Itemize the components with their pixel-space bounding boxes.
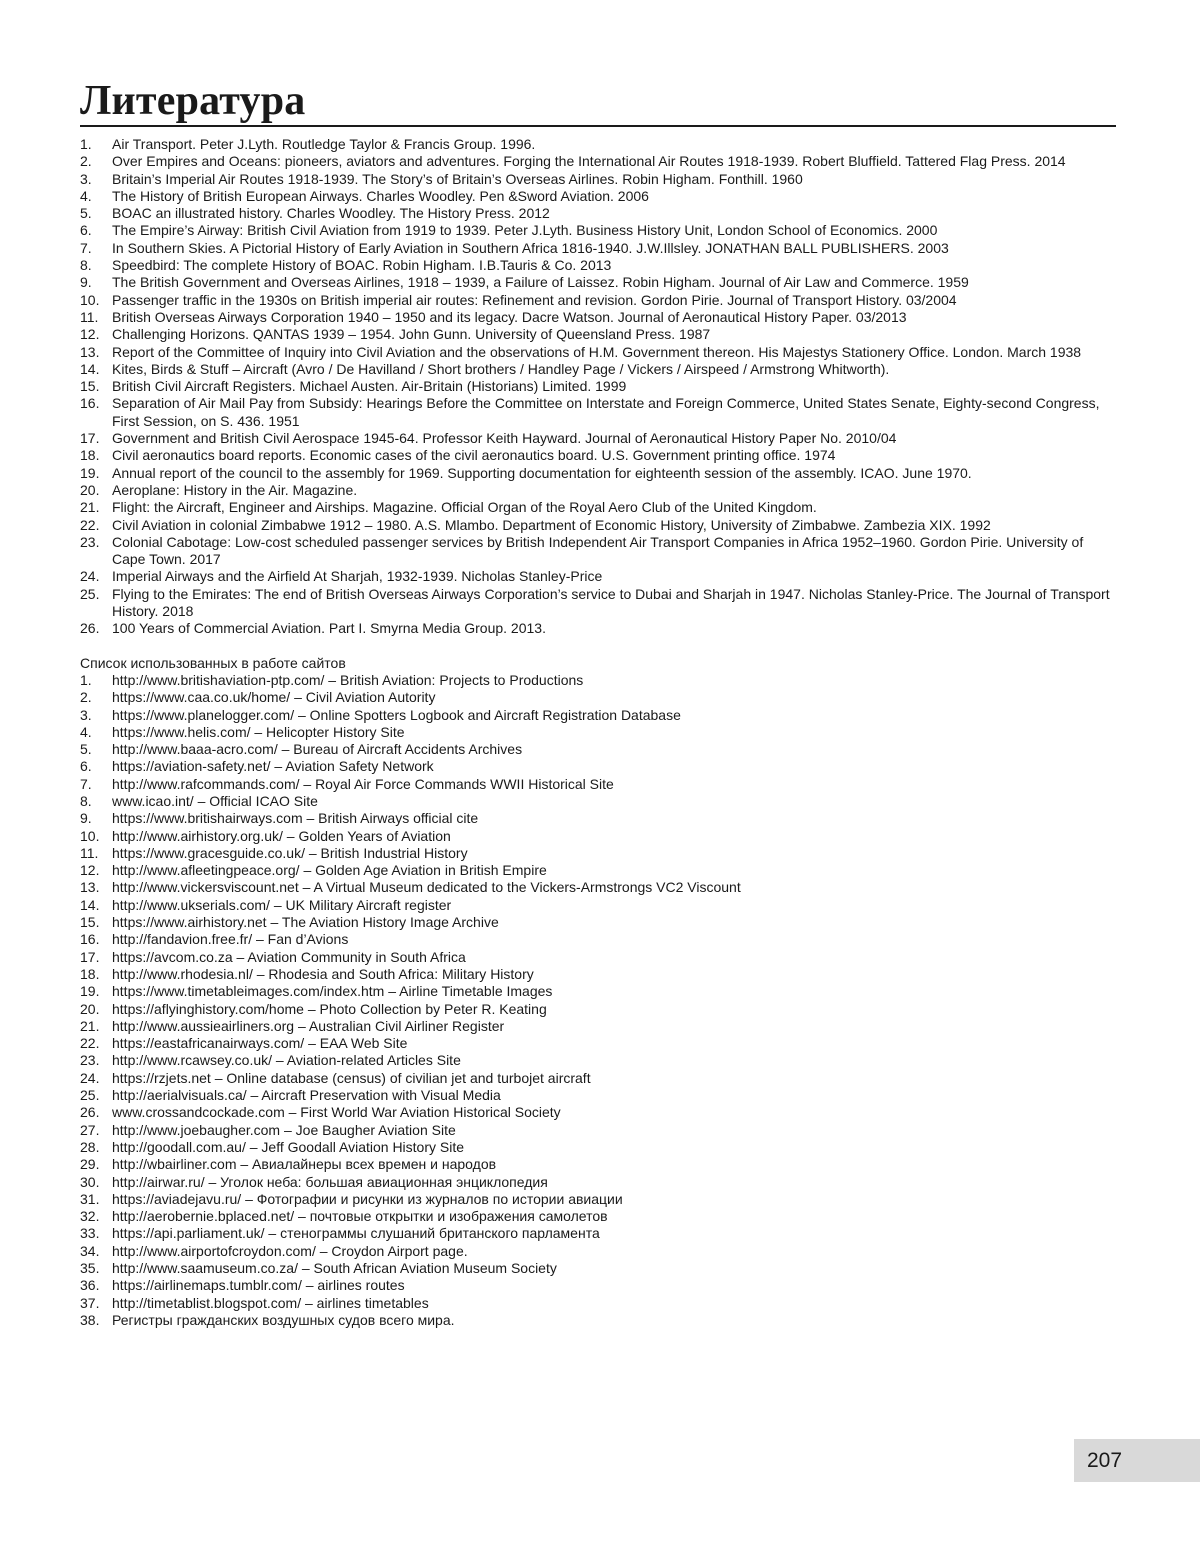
site-text: https://aviation-safety.net/ – Aviation Safety Network — [112, 758, 434, 775]
site-text: https://aviadejavu.ru/ – Фотографии и рисунки из журналов по истории авиации — [112, 1190, 623, 1207]
reference-text: Speedbird: The complete History of BOAC. Robin Higham. I.B.Tauris & Co. 2013 — [112, 257, 612, 274]
reference-number: 2. — [80, 153, 92, 170]
reference-item — [80, 465, 1116, 482]
site-item — [80, 931, 1116, 948]
reference-text: Colonial Cabotage: Low-cost scheduled passenger services by British Independent Air Transport Companies in Africa 1952–1960. Gordon Pirie. University of Cape Town. 2017 — [112, 533, 1084, 568]
site-item — [80, 1312, 1116, 1329]
reference-text: The History of British European Airways. Charles Woodley. Pen &Sword Aviation. 2006 — [112, 187, 649, 204]
reference-text: Challenging Horizons. QANTAS 1939 – 1954. John Gunn. University of Queensland Press. 1987 — [112, 326, 711, 343]
reference-item — [80, 361, 1116, 378]
site-text: http://aerobernie.bplaced.net/ – почтовые открытки и изображения самолетов — [112, 1208, 608, 1225]
site-number: 22. — [80, 1035, 100, 1052]
site-item — [80, 1001, 1116, 1018]
site-item — [80, 1070, 1116, 1087]
site-text: http://www.rhodesia.nl/ – Rhodesia and South Africa: Military History — [112, 965, 534, 982]
reference-item — [80, 309, 1116, 326]
site-text: https://aflyinghistory.com/home – Photo Collection by Peter R. Keating — [112, 1000, 547, 1017]
reference-item — [80, 499, 1116, 516]
reference-number: 10. — [80, 291, 100, 308]
site-text: https://api.parliament.uk/ – стенограммы слушаний британского парламента — [112, 1225, 600, 1242]
site-item — [80, 1139, 1116, 1156]
site-text: https://www.gracesguide.co.uk/ – British Industrial History — [112, 844, 468, 861]
site-text: https://www.britishairways.com – British Airways official cite — [112, 810, 479, 827]
reference-number: 16. — [80, 395, 100, 412]
site-text: https://www.caa.co.uk/home/ – Civil Aviation Autority — [112, 689, 436, 706]
site-text: www.icao.int/ – Official ICAO Site — [112, 792, 318, 809]
reference-item — [80, 257, 1116, 274]
reference-text: Report of the Committee of Inquiry into Civil Aviation and the observations of H.M. Government thereon. His Majestys Stationery Office. London. March 1938 — [112, 343, 1082, 360]
reference-item — [80, 153, 1116, 170]
site-number: 1. — [80, 671, 92, 688]
site-item — [80, 810, 1116, 827]
reference-number: 17. — [80, 430, 100, 447]
site-number: 21. — [80, 1017, 100, 1034]
site-number: 4. — [80, 723, 92, 740]
reference-number: 19. — [80, 464, 100, 481]
site-number: 27. — [80, 1121, 100, 1138]
site-text: http://wbairliner.com – Авиалайнеры всех времен и народов — [112, 1156, 497, 1173]
site-text: http://www.afleetingpeace.org/ – Golden Age Aviation in British Empire — [112, 862, 547, 879]
site-item — [80, 776, 1116, 793]
reference-item — [80, 568, 1116, 585]
reference-item — [80, 222, 1116, 239]
reference-item — [80, 482, 1116, 499]
reference-item — [80, 344, 1116, 361]
site-item — [80, 1104, 1116, 1121]
site-number: 6. — [80, 758, 92, 775]
site-number: 17. — [80, 948, 100, 965]
site-text: http://www.vickersviscount.net – A Virtual Museum dedicated to the Vickers-Armstrongs VC2 Viscount — [112, 879, 741, 896]
reference-text: British Civil Aircraft Registers. Michael Austen. Air-Britain (Historians) Limited. 1999 — [112, 378, 627, 395]
site-text: http://www.aussieairliners.org – Australian Civil Airliner Register — [112, 1017, 505, 1034]
reference-number: 25. — [80, 585, 100, 602]
reference-number: 26. — [80, 620, 100, 637]
site-text: www.crossandcockade.com – First World War Aviation Historical Society — [112, 1104, 561, 1121]
reference-text: Separation of Air Mail Pay from Subsidy: Hearings Before the Committee on Interstate and Foreign Commerce, United States Senate, Eighty-second Congress, First Session, on S. 436. 1951 — [112, 395, 1100, 429]
site-text: http://goodall.com.au/ – Jeff Goodall Aviation History Site — [112, 1138, 465, 1155]
reference-text: Civil Aviation in colonial Zimbabwe 1912 – 1980. A.S. Mlambo. Department of Economic History, University of Zimbabwe. Zambezia XIX. 1992 — [112, 516, 991, 533]
reference-text: British Overseas Airways Corporation 1940 – 1950 and its legacy. Dacre Watson. Journal of Aeronautical History Paper. 03/2013 — [112, 308, 907, 325]
site-number: 9. — [80, 810, 92, 827]
site-item — [80, 879, 1116, 896]
reference-text: Imperial Airways and the Airfield At Sharjah, 1932-1939. Nicholas Stanley-Price — [112, 568, 603, 585]
site-item — [80, 724, 1116, 741]
site-number: 25. — [80, 1087, 100, 1104]
site-text: https://rzjets.net – Online database (census) of civilian jet and turbojet aircraft — [112, 1069, 591, 1086]
site-item — [80, 828, 1116, 845]
reference-text: Government and British Civil Aerospace 1945-64. Professor Keith Hayward. Journal of Aeronautical History Paper No. 2010/04 — [112, 430, 897, 447]
reference-text: Flying to the Emirates: The end of British Overseas Airways Corporation’s service to Dubai and Sharjah in 1947. Nicholas Stanley-Price. The Journal of Transport History. 2018 — [112, 585, 1110, 620]
site-item — [80, 914, 1116, 931]
site-text: https://airlinemaps.tumblr.com/ – airlines routes — [112, 1277, 405, 1294]
reference-item — [80, 136, 1116, 153]
site-text: http://www.baaa-acro.com/ – Bureau of Aircraft Accidents Archives — [112, 741, 523, 758]
reference-text: BOAC an illustrated history. Charles Woodley. The History Press. 2012 — [112, 205, 550, 222]
site-item — [80, 758, 1116, 775]
site-item — [80, 897, 1116, 914]
site-item — [80, 966, 1116, 983]
site-text: http://www.saamuseum.co.za/ – South African Aviation Museum Society — [112, 1260, 557, 1276]
site-text: https://www.timetableimages.com/index.htm – Airline Timetable Images — [112, 983, 553, 1000]
site-text: http://www.airportofcroydon.com/ – Croydon Airport page. — [112, 1242, 468, 1259]
reference-number: 7. — [80, 239, 92, 256]
site-item — [80, 1035, 1116, 1052]
site-item — [80, 1156, 1116, 1173]
site-item — [80, 1122, 1116, 1139]
site-item — [80, 949, 1116, 966]
site-text: http://www.ukserials.com/ – UK Military Aircraft register — [112, 896, 452, 913]
site-number: 35. — [80, 1260, 100, 1276]
reference-item — [80, 292, 1116, 309]
reference-text: Annual report of the council to the assembly for 1969. Supporting documentation for eighteenth session of the assembly. ICAO. June 1970. — [112, 464, 972, 481]
site-number: 30. — [80, 1173, 100, 1190]
site-number: 26. — [80, 1104, 100, 1121]
site-text: http://fandavion.free.fr/ – Fan d’Avions — [112, 931, 349, 948]
site-number: 23. — [80, 1052, 100, 1069]
references-list — [80, 136, 1116, 638]
site-item — [80, 1277, 1116, 1294]
reference-text: Aeroplane: History in the Air. Magazine. — [112, 481, 358, 498]
reference-item — [80, 586, 1116, 621]
reference-number: 22. — [80, 516, 100, 533]
site-item — [80, 983, 1116, 1000]
sites-list — [80, 672, 1116, 1329]
site-number: 31. — [80, 1190, 100, 1207]
site-item — [80, 1225, 1116, 1242]
reference-number: 6. — [80, 222, 92, 239]
reference-item — [80, 534, 1116, 569]
site-number: 11. — [80, 844, 99, 861]
site-number: 2. — [80, 689, 92, 706]
reference-number: 4. — [80, 187, 92, 204]
reference-text: Air Transport. Peter J.Lyth. Routledge Taylor & Francis Group. 1996. — [112, 136, 536, 152]
reference-number: 21. — [80, 499, 100, 516]
site-text: http://www.airhistory.org.uk/ – Golden Years of Aviation — [112, 827, 451, 844]
site-text: https://www.planelogger.com/ – Online Spotters Logbook and Aircraft Registration Database — [112, 706, 681, 723]
reference-number: 9. — [80, 274, 92, 291]
site-number: 8. — [80, 792, 92, 809]
site-item — [80, 741, 1116, 758]
reference-text: The British Government and Overseas Airlines, 1918 – 1939, a Failure of Laissez. Robin Higham. Journal of Air Law and Commerce. 1959 — [112, 274, 969, 291]
site-item — [80, 1208, 1116, 1225]
reference-item — [80, 171, 1116, 188]
site-text: Регистры гражданских воздушных судов всего мира. — [112, 1311, 455, 1328]
reference-item — [80, 430, 1116, 447]
reference-item — [80, 326, 1116, 343]
site-text: http://timetablist.blogspot.com/ – airlines timetables — [112, 1294, 429, 1311]
reference-number: 24. — [80, 568, 100, 585]
site-number: 36. — [80, 1277, 100, 1294]
reference-item — [80, 517, 1116, 534]
site-item — [80, 1243, 1116, 1260]
page-number: 207 — [1074, 1439, 1200, 1482]
site-text: http://www.joebaugher.com – Joe Baugher Aviation Site — [112, 1121, 456, 1138]
site-number: 24. — [80, 1069, 100, 1086]
site-item — [80, 845, 1116, 862]
site-number: 32. — [80, 1208, 100, 1225]
site-item — [80, 707, 1116, 724]
site-number: 14. — [80, 896, 100, 913]
site-item — [80, 862, 1116, 879]
reference-number: 15. — [80, 378, 100, 395]
site-text: https://www.helis.com/ – Helicopter History Site — [112, 723, 405, 740]
sites-heading: Список использованных в работе сайтов — [80, 654, 346, 671]
reference-item — [80, 274, 1116, 291]
reference-number: 5. — [80, 205, 92, 222]
reference-number: 23. — [80, 533, 100, 550]
page-title: Литература — [80, 78, 1116, 127]
reference-item — [80, 188, 1116, 205]
site-text: http://www.rcawsey.co.uk/ – Aviation-related Articles Site — [112, 1052, 461, 1069]
reference-number: 3. — [80, 170, 92, 187]
site-item — [80, 1260, 1116, 1277]
reference-item — [80, 205, 1116, 222]
site-number: 3. — [80, 706, 92, 723]
site-text: http://www.britishaviation-ptp.com/ – British Aviation: Projects to Productions — [112, 671, 584, 688]
reference-item — [80, 378, 1116, 395]
site-item — [80, 672, 1116, 689]
reference-item — [80, 240, 1116, 257]
site-item — [80, 1018, 1116, 1035]
reference-number: 8. — [80, 257, 92, 274]
site-item — [80, 1174, 1116, 1191]
site-number: 37. — [80, 1294, 100, 1311]
site-number: 18. — [80, 965, 100, 982]
site-text: https://eastafricanairways.com/ – EAA Web Site — [112, 1035, 408, 1052]
site-text: http://aerialvisuals.ca/ – Aircraft Preservation with Visual Media — [112, 1087, 501, 1104]
reference-text: Kites, Birds & Stuff – Aircraft (Avro / De Havilland / Short brothers / Handley Page / Vickers / Airspeed / Armstrong Whitworth). — [112, 360, 890, 377]
site-number: 16. — [80, 931, 100, 948]
reference-number: 20. — [80, 481, 100, 498]
site-number: 19. — [80, 983, 100, 1000]
reference-number: 1. — [80, 136, 92, 152]
site-number: 12. — [80, 862, 100, 879]
reference-text: Britain’s Imperial Air Routes 1918-1939. The Story’s of Britain’s Overseas Airlines. Robin Higham. Fonthill. 1960 — [112, 170, 803, 187]
site-item — [80, 793, 1116, 810]
site-number: 15. — [80, 914, 100, 931]
site-number: 7. — [80, 775, 92, 792]
site-number: 10. — [80, 827, 100, 844]
reference-number: 11. — [80, 308, 99, 325]
site-text: https://www.airhistory.net – The Aviation History Image Archive — [112, 914, 499, 931]
site-item — [80, 1052, 1116, 1069]
site-text: https://avcom.co.za – Aviation Community in South Africa — [112, 948, 466, 965]
site-number: 28. — [80, 1138, 100, 1155]
reference-text: Civil aeronautics board reports. Economic cases of the civil aeronautics board. U.S. Government printing office. 1974 — [112, 447, 836, 464]
site-item — [80, 1087, 1116, 1104]
reference-text: Over Empires and Oceans: pioneers, aviators and adventures. Forging the International Air Routes 1918-1939. Robert Bluffield. Tattered Flag Press. 2014 — [112, 153, 1066, 170]
reference-item — [80, 395, 1116, 430]
site-number: 33. — [80, 1225, 100, 1242]
site-number: 38. — [80, 1311, 100, 1328]
site-number: 29. — [80, 1156, 100, 1173]
site-number: 13. — [80, 879, 100, 896]
reference-number: 13. — [80, 343, 100, 360]
site-number: 5. — [80, 741, 92, 758]
reference-number: 14. — [80, 360, 100, 377]
site-item — [80, 689, 1116, 706]
reference-text: The Empire’s Airway: British Civil Aviation from 1919 to 1939. Peter J.Lyth. Business History Unit, London School of Economics. 2000 — [112, 222, 938, 239]
reference-item — [80, 620, 1116, 637]
site-item — [80, 1191, 1116, 1208]
site-text: http://www.rafcommands.com/ – Royal Air Force Commands WWII Historical Site — [112, 775, 614, 792]
reference-number: 12. — [80, 326, 100, 343]
site-number: 34. — [80, 1242, 100, 1259]
reference-text: Flight: the Aircraft, Engineer and Airships. Magazine. Official Organ of the Royal Aero Club of the United Kingdom. — [112, 499, 817, 516]
reference-item — [80, 447, 1116, 464]
reference-text: 100 Years of Commercial Aviation. Part I. Smyrna Media Group. 2013. — [112, 620, 546, 637]
site-text: http://airwar.ru/ – Уголок неба: большая авиационная энциклопедия — [112, 1173, 548, 1190]
reference-text: Passenger traffic in the 1930s on British imperial air routes: Refinement and revision. Gordon Pirie. Journal of Transport History. 03/2004 — [112, 291, 957, 308]
document-page — [80, 78, 1116, 1329]
site-number: 20. — [80, 1000, 100, 1017]
reference-text: In Southern Skies. A Pictorial History of Early Aviation in Southern Africa 1816-1940. J.W.Illsley. JONATHAN BALL PUBLISHERS. 2003 — [112, 239, 949, 256]
site-item — [80, 1295, 1116, 1312]
reference-number: 18. — [80, 447, 100, 464]
